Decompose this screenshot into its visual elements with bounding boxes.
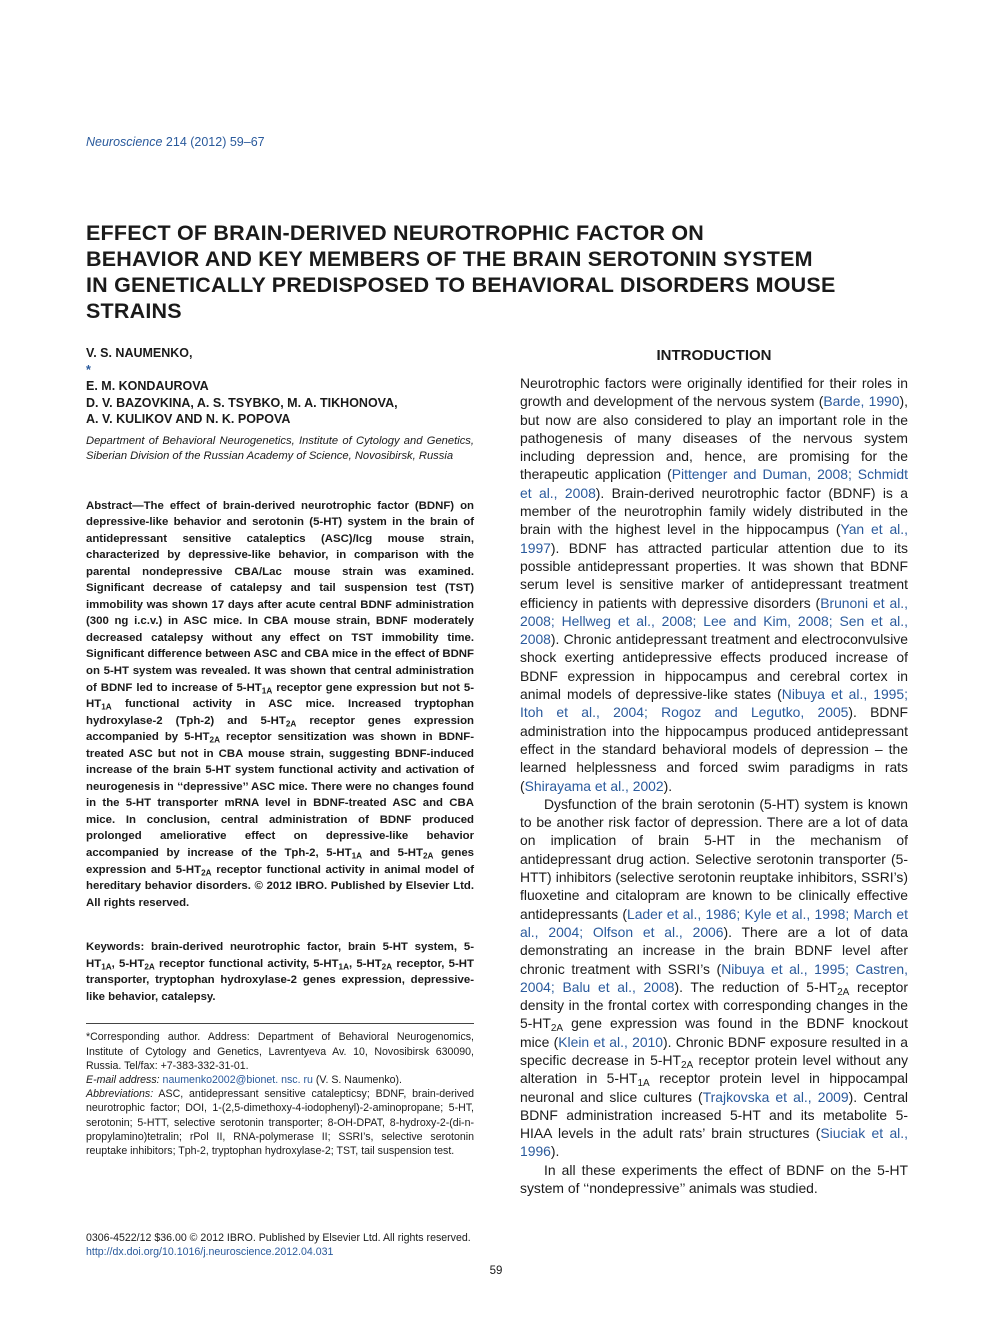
footnote-divider: [86, 1023, 474, 1024]
citation-link[interactable]: Yan et al., 1997: [520, 521, 908, 556]
abstract: Abstract—The effect of brain-derived neurotrophic factor (BDNF) on depressive-like behavior and serotonin (5-HT) system in the brain of antidepressant sensitive cataleptics (ASC)/Icg mouse strain, characterized by depressive-like behavior, in comparison with the parental nondepressive CBA/Lac mouse strain was examined. Significant decrease of catalepsy and tail suspension test (TST) immobility was shown 17 days after acute central BDNF administration (300 ng i.c.v.) in ASC mice. In CBA mouse strain, BDNF moderately decreased catalepsy without any effect on TST immobility time. Significant difference between ASC and CBA mice in the effect of BDNF on 5-HT system was revealed. It was shown that central administration of BDNF led to increase of $5-HT_{1A}$ receptor gene expression but not $5-HT_{1A}$ functional activity in ASC mice. Increased tryptophan hydroxylase-2 (Tph-2) and $5-HT_{2A}$ receptor genes expression accompanied by $5-HT_{2A}$ receptor sensitization was shown in BDNF-treated ASC but not in CBA mouse strain, suggesting BDNF-induced increase of the brain 5-HT system functional activity and activation of neurogenesis in ‘‘depressive’’ ASC mice. There were no changes found in the 5-HT transporter mRNA level in BDNF-treated ASC and CBA mice. In conclusion, central administration of BDNF produced prolonged ameliorative effect on depressive-like behavior accompanied by increase of the Tph-2, $5-HT_{1A}$ and $5-HT_{2A}$ genes expression and $5-HT_{2A}$ receptor functional activity in animal model of hereditary behavior disorders. © 2012 IBRO. Published by Elsevier Ltd. All rights reserved.: [86, 499, 475, 909]
citation-link[interactable]: Klein et al., 2010: [558, 1033, 664, 1050]
citation-link[interactable]: Nibuya et al., 1995; Itoh et al., 2004; Rogoz and Legutko, 2005: [520, 686, 908, 721]
citation-link[interactable]: Shirayama et al., 2002: [524, 777, 664, 794]
doi-link[interactable]: http://dx.doi.org/10.1016/j.neuroscience.2012.04.031: [86, 1246, 334, 1258]
left-column: [86, 345, 474, 1158]
keywords: Keywords: brain-derived neurotrophic factor, brain 5-HT system, $5-HT_{1A}$, $5-HT_{2A}$ receptor functional activity, $5-HT_{1A}$, $5-HT_{2A}$ receptor, 5-HT transporter, tryptophan hydroxylase-2 genes expression, depressive-like behavior, catalepsy.: [86, 941, 474, 1003]
author-list: [86, 345, 474, 428]
citation-link[interactable]: Pittenger and Duman, 2008; Schmidt et al., 2008: [520, 466, 908, 501]
citation-link[interactable]: Nibuya et al., 1995; Castren, 2004; Balu et al., 2008: [520, 960, 908, 995]
citation-link[interactable]: Brunoni et al., 2008; Hellweg et al., 2008; Lee and Kim, 2008; Sen et al., 2008: [520, 594, 908, 648]
copyright-footer: [86, 1231, 471, 1259]
author-line: A. V. KULIKOV AND N. K. POPOVA: [86, 412, 291, 426]
intro-paragraph: Dysfunction of the brain serotonin (5-HT) system is known to be another risk factor of depression. There are a lot of data on implication of brain 5-HT in the mechanism of antidepressant drug action. Selective serotonin transporter (5-HTT) inhibitors (selective serotonin reuptake inhibitors, SSRI’s) fluoxetine and citalopram are known to be clinically effective antidepressants (Lader et al., 1986; Kyle et al., 1998; March et al., 2004; Olfson et al., 2006). There are a lot of data demonstrating an increase in the brain BDNF level after chronic treatment with SSRI’s (Nibuya et al., 1995; Castren, 2004; Balu et al., 2008). The reduction of $5-HT_{2A}$ receptor density in the frontal cortex with corresponding changes in the $5-HT_{2A}$ gene expression was found in the BDNF knockout mice (Klein et al., 2010). Chronic BDNF exposure resulted in a specific decrease in $5-HT_{2A}$ receptor protein level without any alteration in $5-HT_{1A}$ receptor protein level in hippocampal neuronal and slice cultures (Trajkovska et al., 2009). Central BDNF administration increased 5-HT and its metabolite 5-HIAA levels in the adult rats’ brain structures (Siuciak et al., 1996).: [520, 795, 909, 1160]
corresponding-author-link[interactable]: *: [86, 362, 91, 377]
intro-paragraph: In all these experiments the effect of BDNF on the 5-HT system of ‘‘nondepressive’’ animals was studied.: [520, 1161, 908, 1197]
abbreviations-label: Abbreviations:: [86, 1088, 154, 1101]
email-link[interactable]: naumenko2002@bionet. nsc. ru: [162, 1073, 313, 1086]
title-line: BEHAVIOR AND KEY MEMBERS OF THE BRAIN SEROTONIN SYSTEM: [86, 247, 813, 271]
page-number: 59: [489, 1265, 503, 1277]
journal-name: Neuroscience: [86, 135, 163, 149]
journal-volume: 214 (2012) 59–67: [162, 135, 265, 149]
affiliation: Department of Behavioral Neurogenetics, Institute of Cytology and Genetics, Siberian Division of the Russian Academy of Science, Novosibirsk, Russia: [86, 434, 474, 462]
citation-link[interactable]: Trajkovska et al., 2009: [702, 1088, 849, 1105]
author-name: V. S. NAUMENKO,: [86, 346, 193, 360]
journal-citation[interactable]: [86, 135, 265, 149]
intro-paragraph: Neurotrophic factors were originally identified for their roles in growth and development of the nervous system (Barde, 1990), but now are also considered to play an important role in the pathogenesis of many diseases of the nervous system including depression and, hence, are promising for the therapeutic application (Pittenger and Duman, 2008; Schmidt et al., 2008). Brain-derived neurotrophic factor (BDNF) is a member of the neurotrophin family widely distributed in the brain with the highest level in the hippocampus (Yan et al., 1997). BDNF has attracted particular attention due to its possible antidepressant properties. It was shown that BDNF serum level is sensitive marker of antidepressant treatment efficiency in patients with depressive disorders (Brunoni et al., 2008; Hellweg et al., 2008; Lee and Kim, 2008; Sen et al., 2008). Chronic antidepressant treatment and electroconvulsive shock exerting antidepressive effects produced increase of BDNF expression in hippocampus and cerebral cortex in animal models of depressive-like states (Nibuya et al., 1995; Itoh et al., 2004; Rogoz and Legutko, 2005). BDNF administration into the hippocampus produced antidepressant effect in the standard behavioral models of depression – the learned helplessness and forced swim paradigms in rats (Shirayama et al., 2002).: [520, 375, 908, 794]
abbreviations-text: ASC, antidepressant sensitive catalepticsy; BDNF, brain-derived neurotrophic factor; DOI, 1-(2,5-dimethoxy-4-iodophenyl)-2-aminopropane; 5-HT, serotonin; 5-HTT, selective serotonin transporter; 8-OH-DPAT, 8-hydroxy-2-(di-n-propylamino)tetralin; rPol II, RNA-polymerase II; SSRI’s, selective serotonin reuptake inhibitors; Tph-2, tryptophan hydroxylase-2; TST, tail suspension test.: [86, 1088, 474, 1157]
title-line: STRAINS: [86, 299, 182, 323]
copyright-line: 0306-4522/12 $36.00 © 2012 IBRO. Published by Elsevier Ltd. All rights reserved.: [86, 1232, 471, 1244]
email-owner: (V. S. Naumenko).: [312, 1073, 402, 1086]
author-name: E. M. KONDAUROVA: [86, 379, 209, 393]
email-label: E-mail address:: [86, 1073, 163, 1086]
article-title: [86, 220, 916, 324]
author-line: D. V. BAZOVKINA, A. S. TSYBKO, M. A. TIKHONOVA,: [86, 395, 398, 410]
right-column: [520, 345, 908, 1197]
citation-link[interactable]: Lader et al., 1986; Kyle et al., 1998; March et al., 2004; Olfson et al., 2006: [520, 905, 908, 940]
section-heading-introduction: INTRODUCTION: [656, 347, 772, 364]
title-line: EFFECT OF BRAIN-DERIVED NEUROTROPHIC FACTOR ON: [86, 221, 704, 245]
citation-link[interactable]: Siuciak et al., 1996: [520, 1125, 908, 1160]
corresponding-author-note: *Corresponding author. Address: Department of Behavioral Neurogenomics, Institute of Cytology and Genetics, Lavrentyeva Av. 10, Novosibirsk 630090, Russia. Tel/fax: +7-383-332-31-01.: [86, 1031, 474, 1072]
citation-link[interactable]: Barde, 1990: [823, 393, 900, 410]
footnote: [86, 1030, 474, 1158]
title-line: IN GENETICALLY PREDISPOSED TO BEHAVIORAL DISORDERS MOUSE: [86, 273, 836, 297]
